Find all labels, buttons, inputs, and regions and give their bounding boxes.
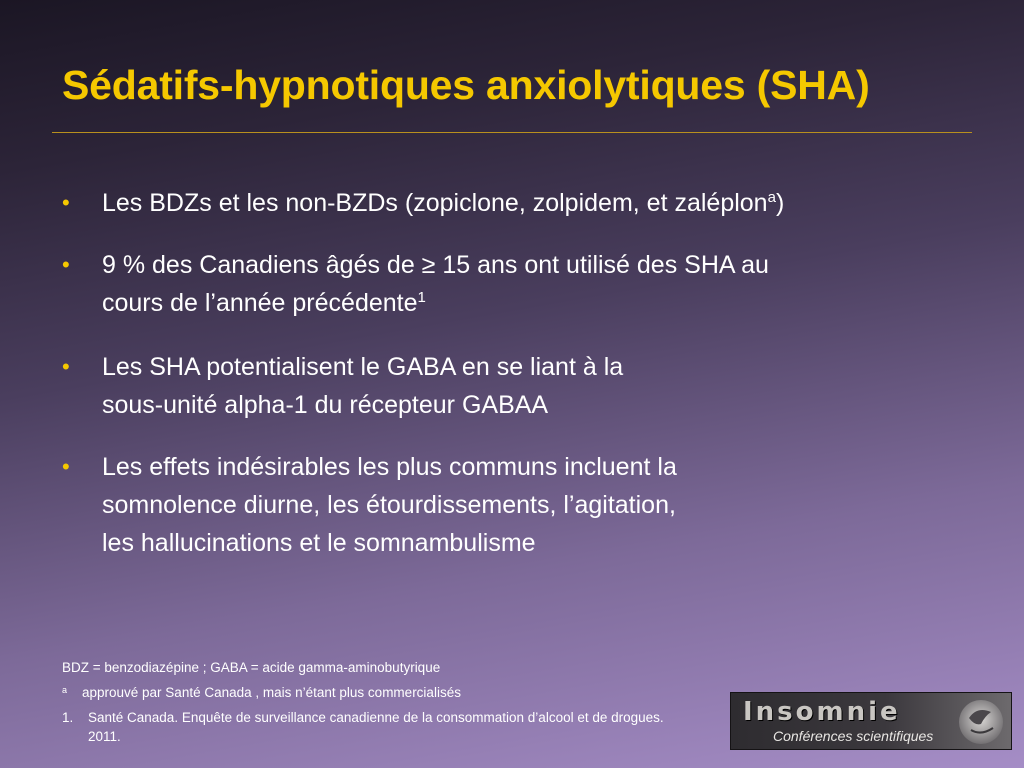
bullet-item	[62, 184, 982, 222]
bullet-line: les hallucinations et le somnambulisme	[102, 529, 536, 557]
bullet-list	[62, 184, 982, 586]
footnote-a-text: approuvé par Santé Canada , mais n’étant plus commercialisés	[82, 685, 461, 700]
slide-title: Sédatifs-hypnotiques anxiolytiques (SHA)	[62, 62, 870, 108]
reference-1	[62, 708, 682, 746]
logo-wordmark: Insomnie	[743, 697, 901, 727]
reference-text: Santé Canada. Enquête de surveillance canadienne de la consommation d’alcool et de drogues. 2011.	[88, 710, 664, 744]
sleeping-head-icon	[951, 696, 1007, 746]
bullet-line: Les effets indésirables les plus communs incluent la	[102, 453, 677, 481]
bullet-item	[62, 246, 982, 322]
bullet-item	[62, 448, 982, 562]
footnote-a	[62, 683, 682, 702]
footnote-marker: a	[767, 189, 776, 206]
bullet-dot-icon: •	[62, 354, 70, 379]
bullet-line: Les SHA potentialisent le GABA en se liant à la	[102, 353, 624, 381]
bullet-dot-icon: •	[62, 252, 70, 277]
bullet-dot-icon: •	[62, 190, 70, 215]
bullet-line: sous-unité alpha-1 du récepteur GABAA	[102, 391, 549, 419]
footnote-a-marker: a	[62, 685, 68, 695]
abbreviations-note: BDZ = benzodiazépine ; GABA = acide gamma-aminobutyrique	[62, 660, 441, 675]
bullet-line: somnolence diurne, les étourdissements, l’agitation,	[102, 491, 676, 519]
bullet-line: Les BDZs et les non-BZDs (zopiclone, zolpidem, et zaléplon$^a$)	[102, 189, 785, 217]
footnote-marker: 1	[417, 289, 426, 306]
bullet-dot-icon: •	[62, 454, 70, 479]
bullet-item	[62, 348, 982, 424]
bullet-line: 9 % des Canadiens âgés de ≥ 15 ans ont utilisé des SHA au	[102, 251, 769, 279]
insomnie-logo	[730, 692, 1012, 750]
reference-number: 1.	[62, 710, 74, 725]
bullet-line: cours de l’année précédente$^1$	[102, 289, 426, 317]
title-divider	[52, 132, 972, 133]
footnotes	[62, 658, 682, 752]
logo-subtitle: Conférences scientifiques	[773, 728, 934, 744]
